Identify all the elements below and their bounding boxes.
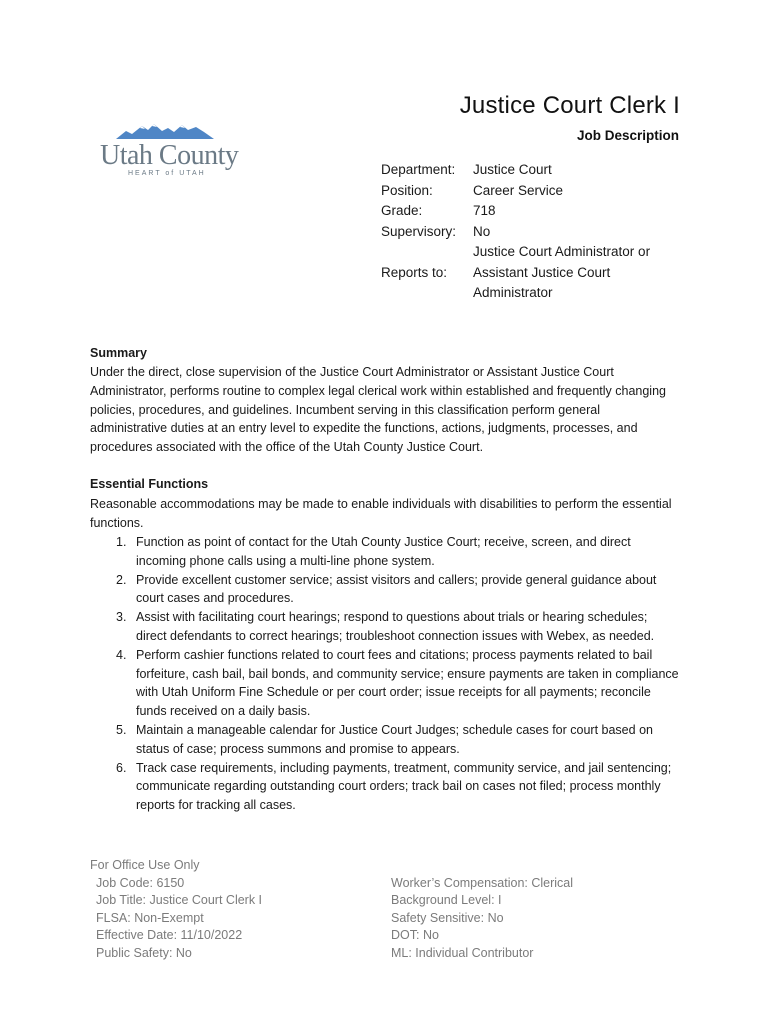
- footer-item: ML: Individual Contributor: [391, 945, 534, 960]
- footer-heading: For Office Use Only: [90, 858, 200, 872]
- essential-functions-list: [90, 533, 680, 815]
- list-item: [90, 721, 680, 759]
- list-item-text: Provide excellent customer service; assist visitors and callers; provide general guidance about court cases and procedures.: [136, 572, 657, 606]
- info-value: Career Service: [473, 182, 564, 198]
- job-info-table: [381, 160, 673, 304]
- info-label: Reports to:: [381, 264, 448, 280]
- footer-item: Safety Sensitive: No: [391, 910, 504, 925]
- info-row-department: [381, 160, 673, 181]
- list-number: 4.: [116, 647, 127, 662]
- footer-item: Effective Date: 11/10/2022: [96, 928, 243, 942]
- info-row-supervisory: [381, 222, 673, 243]
- footer-item: DOT: No: [391, 928, 439, 942]
- list-number: 3.: [116, 610, 127, 625]
- info-label: Supervisory:: [381, 223, 457, 239]
- info-value: 718: [473, 203, 496, 218]
- mountain-logo-icon: [116, 122, 214, 140]
- list-item-text: Maintain a manageable calendar for Justice Court Judges; schedule cases for court based on status of case; process summons and promise to appears.: [136, 722, 653, 756]
- list-number: 1.: [116, 535, 127, 549]
- info-value: No: [473, 223, 491, 239]
- info-label: Grade:: [381, 203, 423, 218]
- summary-text: Under the direct, close supervision of the Justice Court Administrator or Assistant Justice Court Administrator, performs routine to complex legal clerical work within established and frequently changing policies, procedures, and guidelines. Incumbent serving in this classification perform general administrative duties at an entry level to expedite the functions, actions, judgments, processes, and procedures associated with the office of the Utah County Justice Court.: [90, 365, 666, 455]
- footer-right-column: [391, 875, 573, 963]
- footer-item: Background Level: I: [391, 893, 502, 907]
- info-row-position: [381, 181, 673, 202]
- list-number: 5.: [116, 722, 127, 737]
- list-item: [90, 759, 680, 815]
- essential-functions-intro: Reasonable accommodations may be made to enable individuals with disabilities to perform the essential functions.: [90, 497, 672, 530]
- summary-heading: Summary: [90, 346, 147, 360]
- footer-left-column: [96, 875, 262, 963]
- logo-tagline: HEART of UTAH: [128, 170, 206, 177]
- info-row-reports-to: [381, 242, 673, 304]
- list-number: 6.: [116, 760, 127, 775]
- list-item: [90, 646, 680, 721]
- footer-item: FLSA: Non-Exempt: [96, 910, 204, 925]
- info-label: Position:: [381, 182, 433, 198]
- utah-county-logo: [100, 122, 239, 184]
- footer-item: Public Safety: No: [96, 945, 192, 960]
- essential-functions-heading: Essential Functions: [90, 477, 209, 491]
- list-item: [90, 533, 680, 571]
- list-number: 2.: [116, 572, 127, 587]
- document-subtitle: Job Description: [576, 128, 679, 143]
- list-item-text: Track case requirements, including payments, treatment, community service, and jail sentencing; communicate regarding outstanding court orders; track bail on cases not filed; process monthly reports for tracking all cases.: [136, 760, 672, 813]
- list-item: [90, 571, 680, 609]
- office-use-footer: [90, 857, 574, 960]
- document-title: Justice Court Clerk I: [459, 92, 680, 119]
- footer-item: Job Code: 6150: [96, 875, 185, 890]
- list-item: [90, 608, 680, 646]
- info-value: Justice Court Administrator or Assistant Justice Court Administrator: [473, 244, 651, 300]
- list-item-text: Assist with facilitating court hearings; respond to questions about trials or hearing schedules; direct defendants to correct hearings; troubleshoot connection issues with Webex, as needed.: [136, 610, 655, 643]
- info-value: Justice Court: [473, 162, 552, 177]
- footer-item: Job Title: Justice Court Clerk I: [96, 893, 263, 907]
- info-label: Department:: [381, 162, 456, 177]
- list-item-text: Perform cashier functions related to court fees and citations; process payments related to bail forfeiture, cash bail, bail bonds, and community service; ensure payments are taken in compliance with Utah Uniform Fine Schedule or per court order; issue receipts for all payments; reconcile funds received on a daily basis.: [136, 647, 679, 719]
- info-row-grade: [381, 201, 673, 222]
- logo-name: Utah County: [100, 140, 239, 171]
- list-item-text: Function as point of contact for the Utah County Justice Court; receive, screen, and direct incoming phone calls using a multi-line phone system.: [136, 535, 631, 568]
- footer-item: Worker’s Compensation: Clerical: [391, 875, 574, 890]
